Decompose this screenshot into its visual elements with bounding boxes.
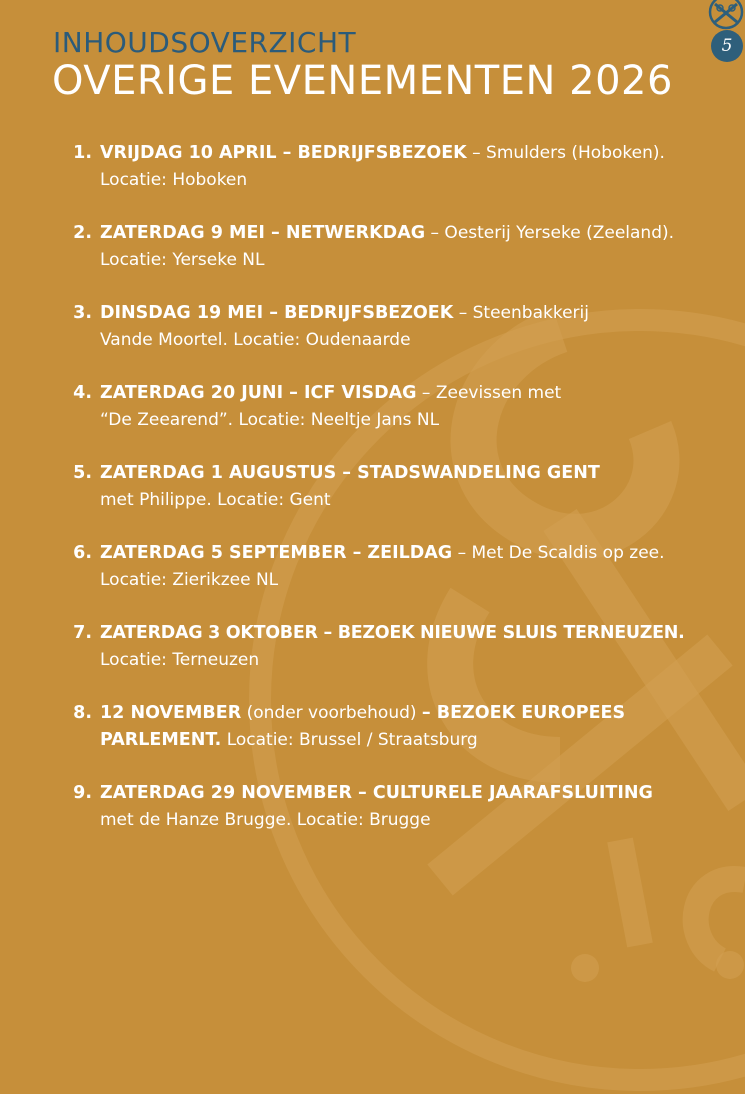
event-title: ZATERDAG 5 SEPTEMBER – ZEILDAG xyxy=(100,543,453,563)
event-note: (onder voorbehoud) xyxy=(241,703,422,723)
event-location: Locatie: Zierikzee NL xyxy=(100,570,279,590)
event-title-cont: – BEZOEK EUROPEES xyxy=(421,703,626,723)
event-number: 2. xyxy=(73,223,92,243)
section-label: INHOUDSOVERZICHT xyxy=(53,26,357,59)
event-location: “De Zeearend”. Locatie: Neeltje Jans NL xyxy=(100,410,440,430)
event-number: 4. xyxy=(73,383,92,403)
event-location: met Philippe. Locatie: Gent xyxy=(100,490,331,510)
event-detail: – Steenbakkerij xyxy=(453,303,589,323)
event-title: ZATERDAG 1 AUGUSTUS – STADSWANDELING GENT xyxy=(100,463,600,483)
event-location: met de Hanze Brugge. Locatie: Brugge xyxy=(100,810,431,830)
event-number: 5. xyxy=(73,463,92,483)
event-item-7 xyxy=(66,620,736,674)
event-title: 12 NOVEMBER xyxy=(100,703,242,723)
event-detail: – Smulders (Hoboken). xyxy=(466,143,665,163)
event-title: ZATERDAG 29 NOVEMBER – CULTURELE JAARAFSLUITING xyxy=(100,783,653,803)
event-number: 8. xyxy=(73,703,92,723)
page-number-badge: 5 xyxy=(711,30,743,62)
event-number: 9. xyxy=(73,783,92,803)
event-location: Locatie: Brussel / Straatsburg xyxy=(221,730,478,750)
event-number: 1. xyxy=(73,143,92,163)
event-title: ZATERDAG 20 JUNI – ICF VISDAG xyxy=(100,383,417,403)
event-item-8 xyxy=(66,700,736,754)
event-item-1 xyxy=(66,140,736,194)
event-title: VRIJDAG 10 APRIL – BEDRIJFSBEZOEK xyxy=(100,143,467,163)
event-item-6 xyxy=(66,540,736,594)
event-location: Locatie: Yerseke NL xyxy=(100,250,265,270)
event-detail: – Oesterij Yerseke (Zeeland). xyxy=(425,223,675,243)
event-item-3 xyxy=(66,300,736,354)
event-item-4 xyxy=(66,380,736,434)
event-detail: – Met De Scaldis op zee. xyxy=(452,543,665,563)
event-title: ZATERDAG 9 MEI – NETWERKDAG xyxy=(100,223,426,243)
event-item-5 xyxy=(66,460,736,514)
event-number: 3. xyxy=(73,303,92,323)
event-detail: – Zeevissen met xyxy=(416,383,562,403)
event-location: Locatie: Terneuzen xyxy=(100,650,260,670)
event-item-9 xyxy=(66,780,736,834)
page-title: OVERIGE EVENEMENTEN 2026 xyxy=(52,58,673,104)
event-title: ZATERDAG 3 OKTOBER – BEZOEK NIEUWE SLUIS TERNEUZEN. xyxy=(100,623,685,643)
event-location: Locatie: Hoboken xyxy=(100,170,248,190)
event-title-line2: PARLEMENT. xyxy=(100,730,222,750)
event-number: 7. xyxy=(73,623,92,643)
event-location: Vande Moortel. Locatie: Oudenaarde xyxy=(100,330,411,350)
event-number: 6. xyxy=(73,543,92,563)
event-item-2 xyxy=(66,220,736,274)
event-title: DINSDAG 19 MEI – BEDRIJFSBEZOEK xyxy=(100,303,454,323)
